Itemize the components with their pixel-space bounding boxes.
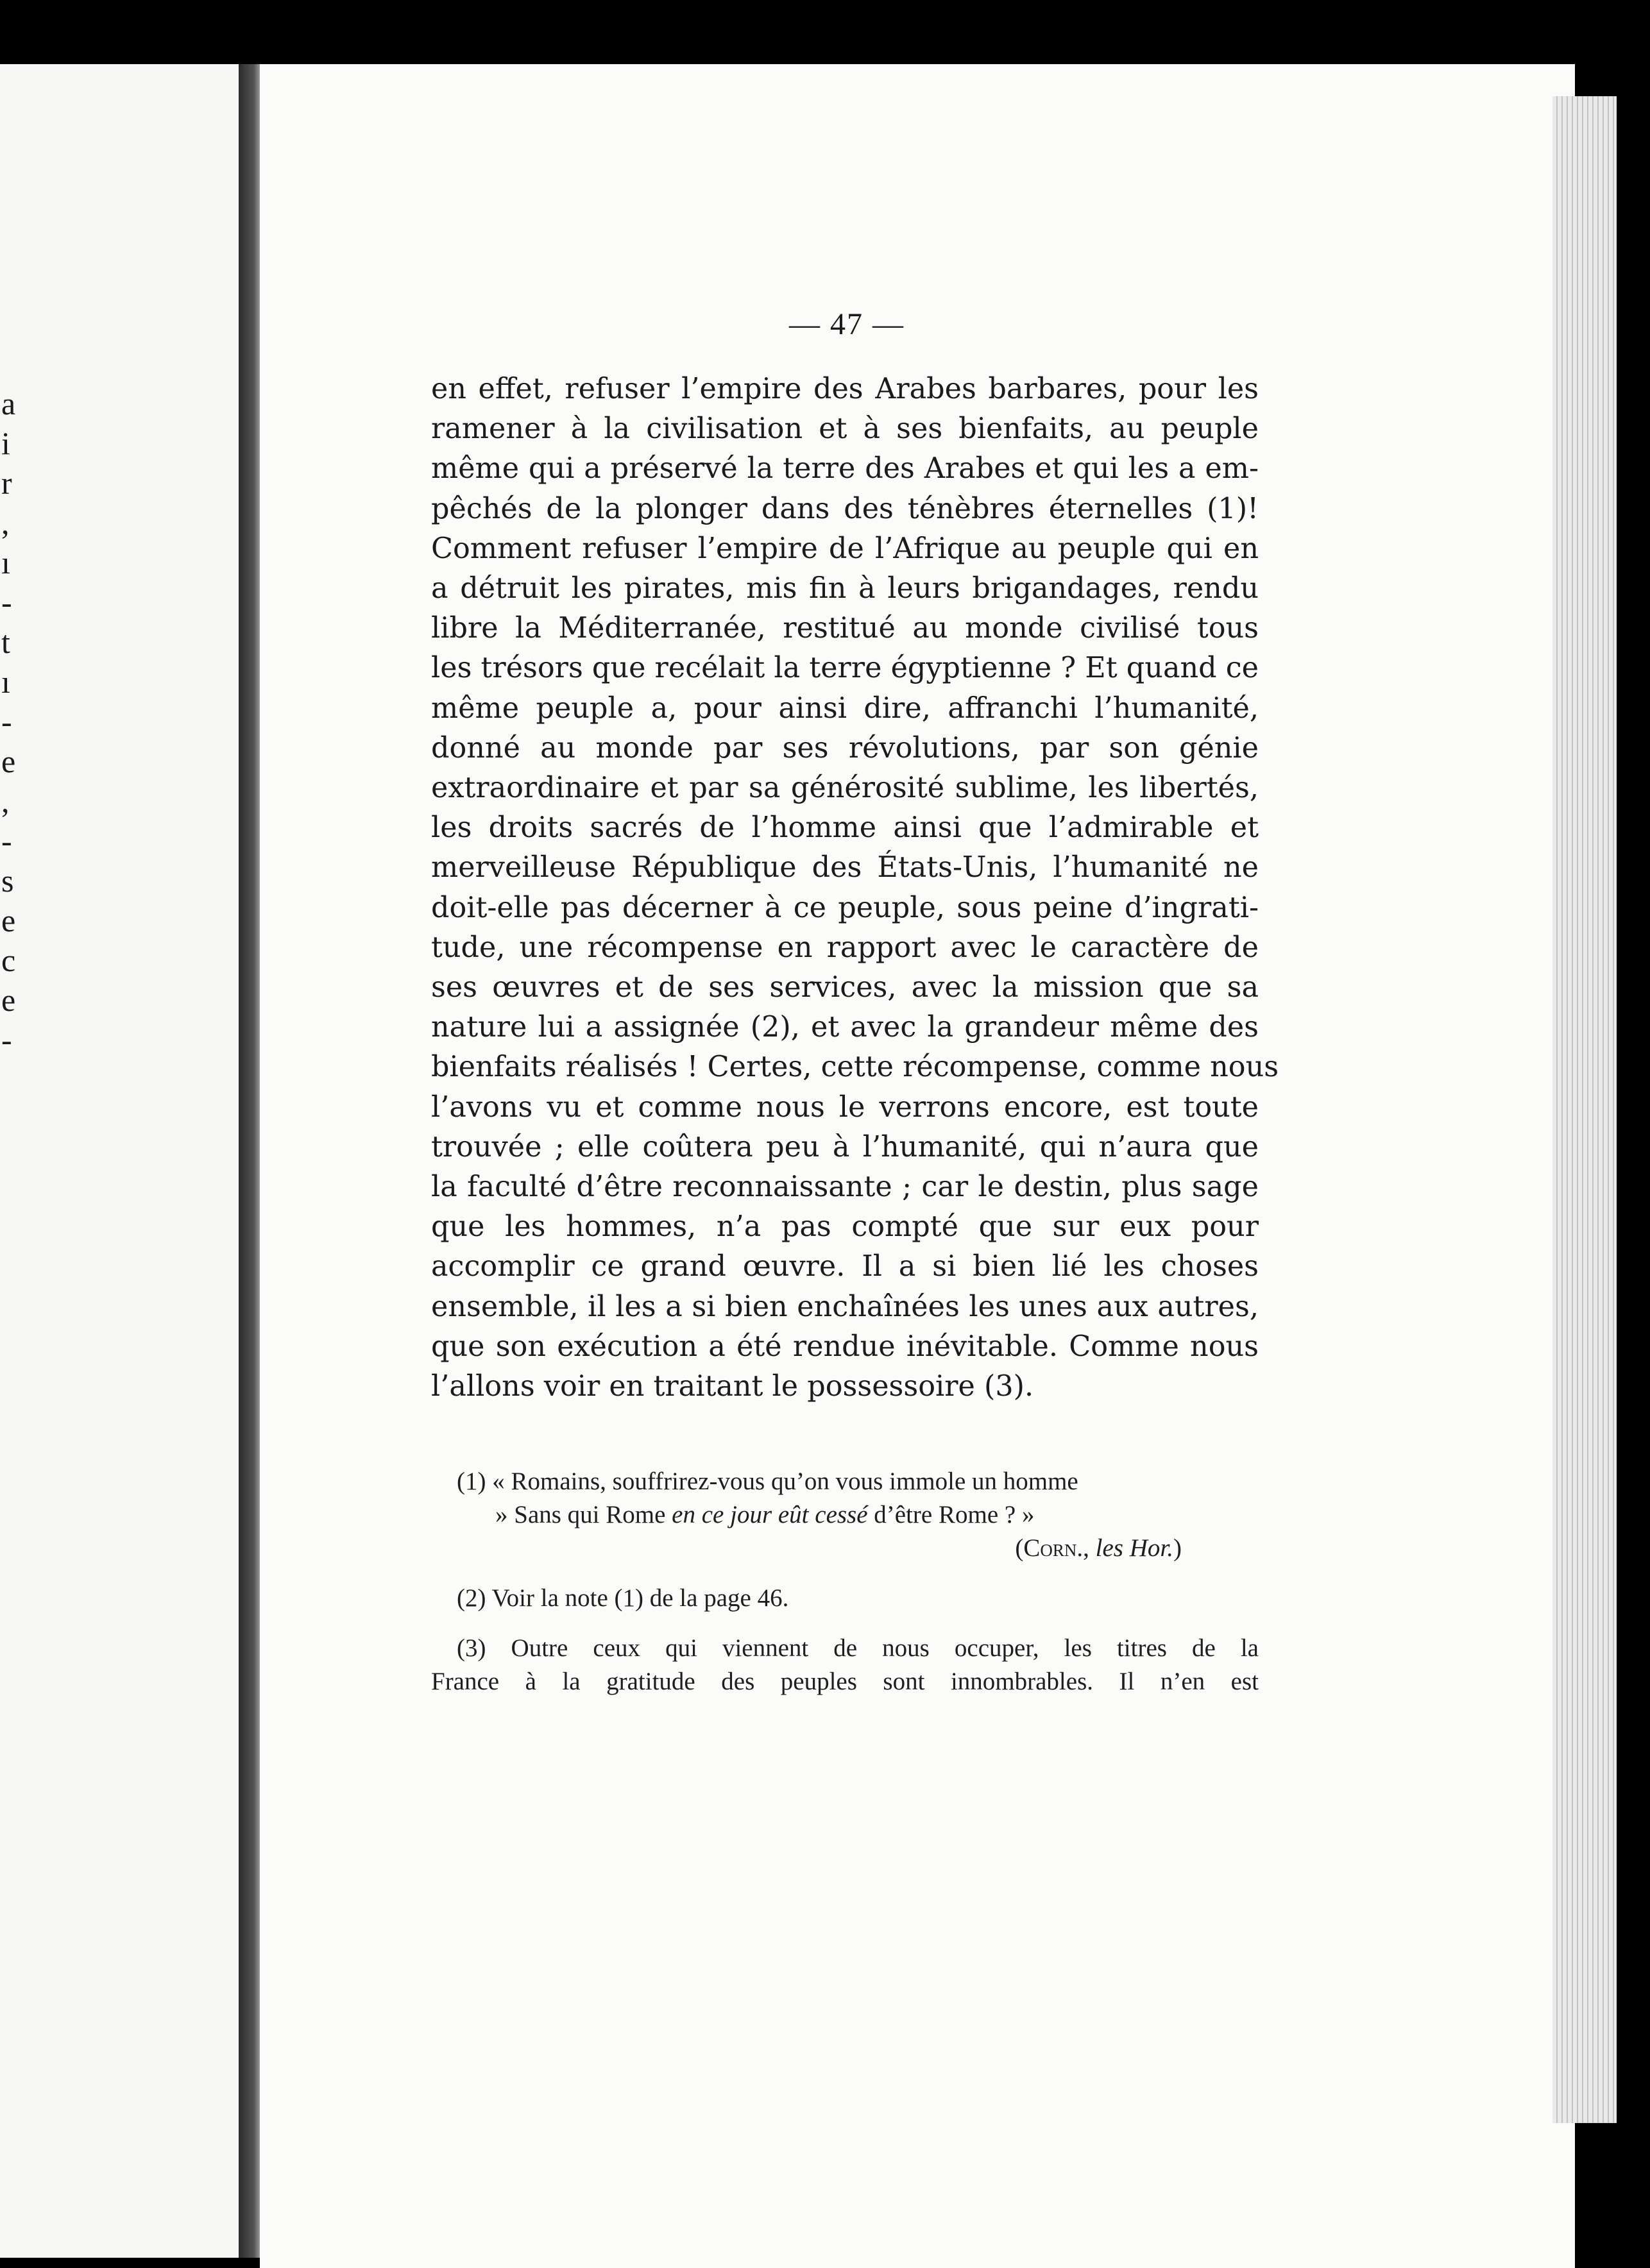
text-line: nature lui a assignée (2), et avec la grandeur même des (431, 1011, 1259, 1044)
text-line: même qui a préservé la terre des Arabes et qui les a em- (431, 452, 1259, 486)
text-line: trouvée ; elle coûtera peu à l’humanité, qui n’aura que (431, 1130, 1259, 1164)
text-line: la faculté d’être reconnaissante ; car le destin, plus sage (431, 1171, 1259, 1204)
footnote-1-italic: en ce jour eût cessé (672, 1501, 868, 1528)
left-page-char: c (1, 942, 16, 978)
footnote-3-line-1: (3) Outre ceux qui viennent de nous occuper, les titres de la (457, 1634, 1259, 1662)
text-line: pêchés de la plonger dans des ténèbres éternelles (1)! (431, 492, 1259, 525)
left-page-char: - (1, 584, 12, 620)
left-page-char: i (1, 425, 10, 461)
left-page-char: r (1, 465, 12, 501)
text-line: accomplir ce grand œuvre. Il a si bien lié les choses (431, 1250, 1259, 1283)
footnote-1-text: » Sans qui Rome (495, 1501, 672, 1528)
left-page-char: ı (1, 664, 10, 700)
text-line: l’avons vu et comme nous le verrons encore, est toute (431, 1090, 1259, 1124)
footnote-1-line-1: (1) « Romains, souffrirez-vous qu’on vous immole un homme (457, 1468, 1078, 1495)
left-page-char: ı (1, 545, 10, 580)
left-page-char: - (1, 823, 12, 859)
attr-close: ) (1173, 1534, 1182, 1562)
footnote-1-attribution (431, 1532, 1259, 1565)
text-line: merveilleuse République des États-Unis, l’humanité ne (431, 851, 1259, 884)
footnote-1-text-end: d’être Rome ? » (867, 1501, 1035, 1528)
text-line: ramener à la civilisation et à ses bienfaits, au peuple (431, 412, 1259, 446)
left-page-char: e (1, 902, 16, 938)
left-page-char: , (1, 783, 10, 819)
page-number: — 47 — (789, 307, 905, 341)
body-text (431, 369, 1279, 1407)
text-line: ses œuvres et de ses services, avec la mission que sa (431, 971, 1259, 1004)
left-page-char: - (1, 1022, 12, 1058)
left-page-char: e (1, 743, 16, 779)
left-page-char: e (1, 982, 16, 1018)
left-page-char: t (1, 624, 10, 660)
footnotes (431, 1465, 1259, 1698)
attr-work: les Hor. (1095, 1534, 1173, 1562)
text-line: Comment refuser l’empire de l’Afrique au peuple qui en (431, 532, 1259, 565)
text-line: même peuple a, pour ainsi dire, affranchi l’humanité, (431, 691, 1259, 725)
text-line: bienfaits réalisés ! Certes, cette récompense, comme nous (431, 1051, 1279, 1084)
text-line: que son exécution a été rendue inévitable. Comme nous (431, 1330, 1259, 1363)
text-line: ensemble, il les a si bien enchaînées les unes aux autres, (431, 1290, 1259, 1323)
footnote-3-line-2: France à la gratitude des peuples sont innombrables. Il n’en est (431, 1668, 1259, 1695)
text-line: tude, une récompense en rapport avec le caractère de (431, 931, 1259, 964)
text-line: libre la Méditerranée, restitué au monde civilisé tous (431, 612, 1259, 645)
text-line: les droits sacrés de l’homme ainsi que l’admirable et (431, 811, 1259, 845)
text-line: donné au monde par ses révolutions, par son génie (431, 731, 1259, 765)
left-page-char: s (1, 863, 14, 899)
attr-author: Corn. (1023, 1534, 1084, 1562)
attr-open: ( (1015, 1534, 1024, 1562)
left-page-char: , (1, 505, 10, 541)
footnote-2: (2) Voir la note (1) de la page 46. (457, 1584, 789, 1612)
page-edges (1552, 96, 1617, 2123)
text-line: que les hommes, n’a pas compté que sur eux pour (431, 1210, 1259, 1244)
left-page-char: a (1, 385, 16, 421)
footnote-1-line-2 (431, 1498, 1259, 1532)
left-page-fragment (0, 64, 239, 2258)
text-line: en effet, refuser l’empire des Arabes barbares, pour les (431, 373, 1259, 405)
text-line: l’allons voir en traitant le possessoire (3). (431, 1370, 1034, 1403)
text-line: a détruit les pirates, mis fin à leurs brigandages, rendu (431, 572, 1259, 605)
text-line: doit-elle pas décerner à ce peuple, sous peine d’ingrati- (431, 891, 1259, 924)
text-line: extraordinaire et par sa générosité sublime, les libertés, (431, 772, 1259, 805)
left-page-char: - (1, 704, 12, 740)
attr-sep: , (1083, 1534, 1096, 1562)
text-line: les trésors que recélait la terre égyptienne ? Et quand ce (431, 652, 1259, 685)
